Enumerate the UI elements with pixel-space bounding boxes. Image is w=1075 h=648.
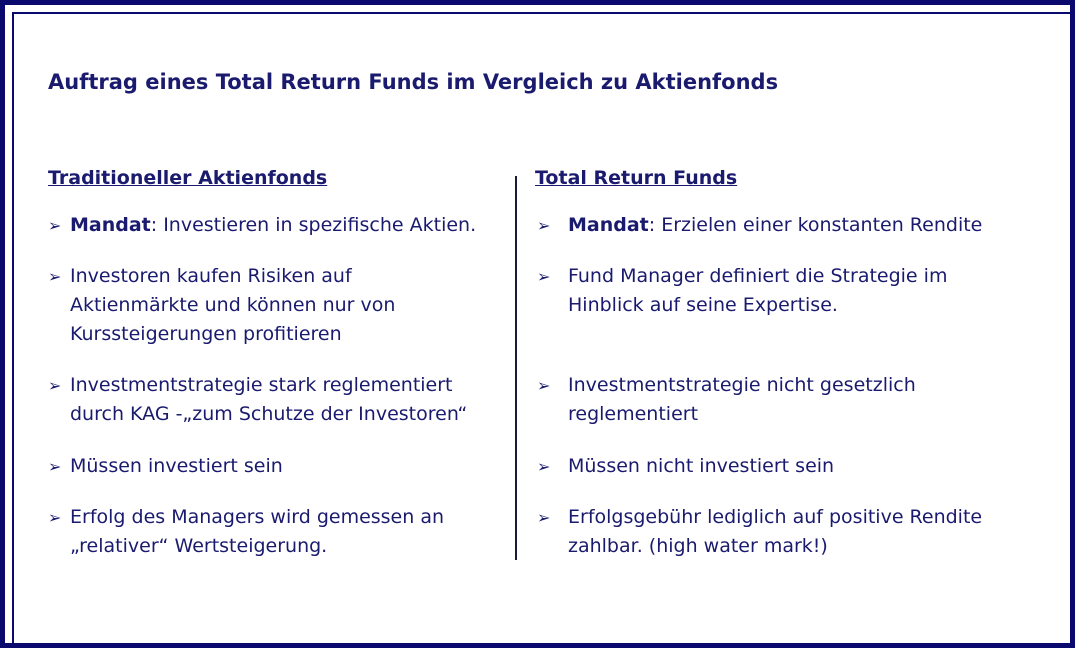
slide-title: Auftrag eines Total Return Funds im Vergleich zu Aktienfonds [48,70,779,94]
left-bullet-text [70,503,444,561]
left-column-heading: Traditioneller Aktienfonds [48,167,328,189]
bullet-text-line: Fund Manager definiert die Strategie im [568,265,948,287]
bold-term: Mandat [70,214,151,236]
left-bullet-text [70,211,476,240]
bullet-text-line: reglementiert [568,403,699,425]
arrow-bullet-icon: ➢ [48,267,62,286]
arrow-bullet-icon: ➢ [537,508,551,527]
arrow-bullet-icon: ➢ [48,216,62,235]
bullet-text-line: Investmentstrategie stark reglementiert [70,374,453,396]
right-bullet-text [568,262,947,320]
left-bullet-text [70,262,395,349]
bullet-text-line: Kurssteigerungen profitieren [70,323,342,345]
bullet-text-line: Aktienmärkte und können nur von [70,294,396,316]
bullet-text-line: Investmentstrategie nicht gesetzlich [568,374,916,396]
bullet-text-line: „relativer“ Wertsteigerung. [70,535,328,557]
arrow-bullet-icon: ➢ [48,376,62,395]
right-bullet-text [568,452,834,481]
arrow-bullet-icon: ➢ [48,508,62,527]
arrow-bullet-icon: ➢ [48,457,62,476]
arrow-bullet-icon: ➢ [537,267,551,286]
bullet-text-line: Erfolgsgebühr lediglich auf positive Rendite [568,506,983,528]
bold-term: Mandat [568,214,649,236]
bullet-text-line: Erfolg des Managers wird gemessen an [70,506,445,528]
bullet-text-line [70,211,476,240]
left-bullet-text [70,452,283,481]
right-bullet-text [568,211,982,240]
bullet-text-line: zahlbar. (high water mark!) [568,535,828,557]
arrow-bullet-icon: ➢ [537,376,551,395]
bullet-text-line: durch KAG -„zum Schutze der Investoren“ [70,403,468,425]
bullet-text-rest: : Erzielen einer konstanten Rendite [648,214,983,236]
bullet-text-rest: : Investieren in spezifische Aktien. [150,214,477,236]
right-bullet-text [568,503,982,561]
bullet-text-line: Müssen investiert sein [70,455,283,477]
arrow-bullet-icon: ➢ [537,457,551,476]
bullet-text-line: Hinblick auf seine Expertise. [568,294,838,316]
right-column-heading: Total Return Funds [535,167,738,189]
bullet-text-line: Investoren kaufen Risiken auf [70,265,352,287]
bullet-text-line: Müssen nicht investiert sein [568,455,835,477]
bullet-text-line [568,211,982,240]
column-divider [515,176,517,560]
left-bullet-text [70,371,467,429]
right-bullet-text [568,371,916,429]
arrow-bullet-icon: ➢ [537,216,551,235]
